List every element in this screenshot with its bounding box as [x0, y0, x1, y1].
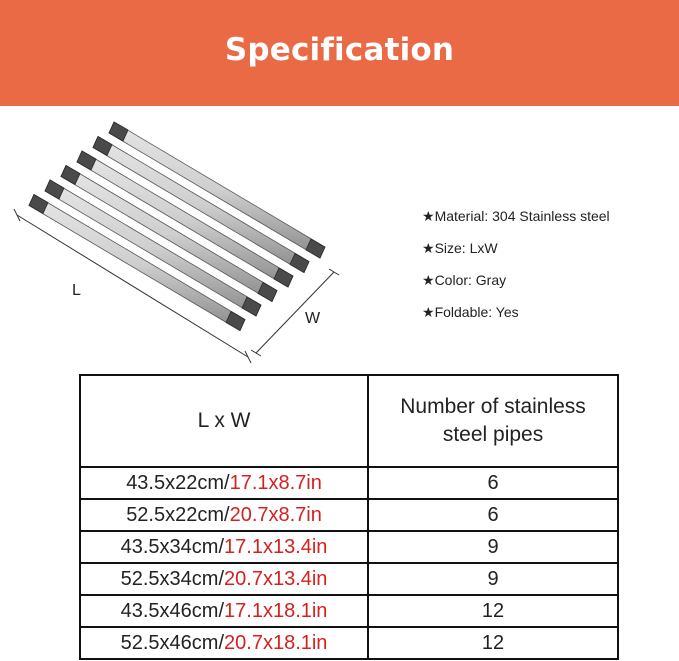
size-cell — [80, 627, 368, 659]
size-cm: 52.5x46cm/ — [120, 631, 225, 654]
spec-color — [422, 270, 672, 302]
size-cm: 52.5x22cm/ — [126, 503, 230, 526]
star-icon: ★ — [422, 272, 435, 288]
size-cell — [80, 595, 368, 627]
header-pipes-line2: steel pipes — [442, 423, 544, 446]
pipes-cell: 9 — [368, 563, 618, 595]
product-image-area — [0, 106, 400, 366]
spec-foldable — [422, 302, 672, 334]
table-row — [80, 563, 618, 595]
spec-text: Size: LxW — [434, 240, 498, 256]
pipes-cell: 6 — [368, 499, 618, 531]
size-cm: 43.5x34cm/ — [120, 535, 225, 558]
star-icon: ★ — [422, 304, 435, 320]
spec-list — [422, 206, 672, 334]
header-pipes-line1: Number of stainless — [400, 395, 586, 418]
size-inch: 17.1x13.4in — [224, 535, 328, 558]
spec-size — [422, 238, 672, 270]
table-header-row — [80, 375, 618, 467]
star-icon: ★ — [422, 208, 435, 224]
size-table — [79, 374, 619, 660]
header-pipes — [368, 375, 618, 467]
size-inch: 20.7x8.7in — [229, 503, 322, 526]
table-row — [80, 467, 618, 499]
table-row — [80, 499, 618, 531]
size-cell — [80, 499, 368, 531]
size-cell — [80, 563, 368, 595]
size-inch: 17.1x8.7in — [229, 471, 322, 494]
pipes-cell: 9 — [368, 531, 618, 563]
size-cm: 43.5x22cm/ — [126, 471, 230, 494]
star-icon: ★ — [422, 240, 435, 256]
specification-banner — [0, 0, 679, 106]
size-cm: 43.5x46cm/ — [120, 599, 225, 622]
table-row — [80, 531, 618, 563]
length-label: L — [72, 282, 81, 299]
size-inch: 17.1x18.1in — [224, 599, 328, 622]
spec-text: Color: Gray — [434, 272, 507, 288]
pipes-cell: 6 — [368, 467, 618, 499]
size-cell — [80, 467, 368, 499]
sink-rack-illustration — [0, 106, 400, 366]
size-cm: 52.5x34cm/ — [120, 567, 225, 590]
size-cell — [80, 531, 368, 563]
pipes-cell: 12 — [368, 595, 618, 627]
spec-material — [422, 206, 672, 238]
pipes-cell: 12 — [368, 627, 618, 659]
size-inch: 20.7x13.4in — [224, 567, 328, 590]
spec-text: Foldable: Yes — [434, 304, 519, 320]
page-title: Specification — [224, 32, 455, 68]
header-size: L x W — [80, 375, 368, 467]
size-inch: 20.7x18.1in — [224, 631, 328, 654]
spec-text: Material: 304 Stainless steel — [434, 208, 610, 224]
table-row — [80, 595, 618, 627]
width-label: W — [305, 310, 321, 327]
table-row — [80, 627, 618, 659]
